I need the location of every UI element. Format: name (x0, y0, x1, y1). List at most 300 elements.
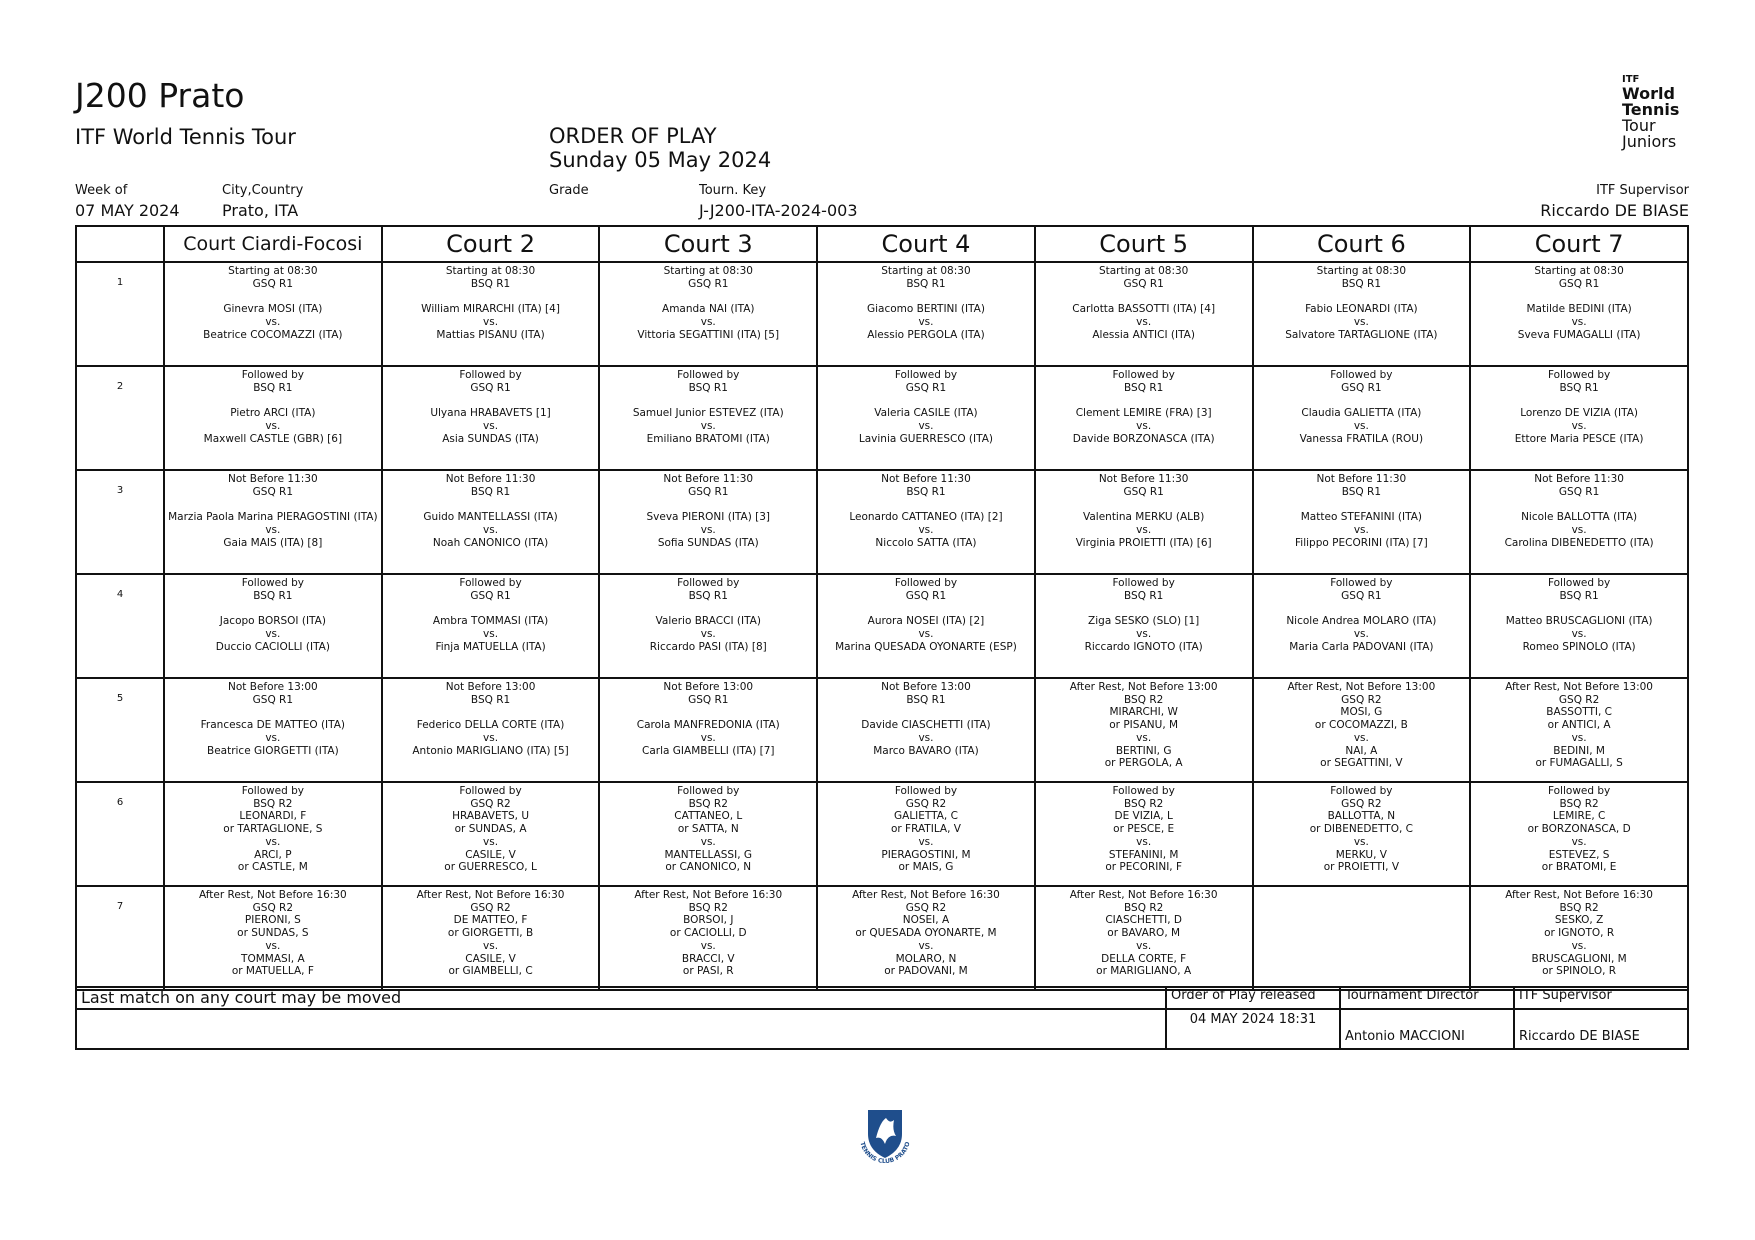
match-line: After Rest, Not Before 16:30 (198, 889, 347, 901)
match-line: or SEGATTINI, V (1320, 757, 1403, 770)
match-line: Antonio MARIGLIANO (ITA) [5] (412, 744, 569, 757)
match-line: BSQ R2 (1124, 901, 1164, 914)
logo-line3: Tour (1622, 116, 1656, 135)
match-cell (1035, 470, 1253, 574)
match-line: LEMIRE, C (1552, 810, 1606, 823)
match-line: or DIBENEDETTO, C (1309, 823, 1413, 836)
footer-note-space (76, 1009, 1166, 1049)
match-line (600, 290, 816, 303)
match-line: GSQ R1 (905, 381, 947, 394)
match-line: Romeo SPINOLO (ITA) (1522, 640, 1636, 653)
match-line: Followed by (1547, 577, 1611, 589)
match-line: Alessio PERGOLA (ITA) (867, 328, 985, 341)
released-value: 04 MAY 2024 18:31 (1166, 1009, 1340, 1049)
match-line (165, 394, 381, 407)
match-line: Maxwell CASTLE (GBR) [6] (203, 432, 343, 445)
match-line (1254, 394, 1470, 407)
match-line: or IGNOTO, R (1544, 927, 1615, 940)
match-line: or PERGOLA, A (1104, 757, 1183, 770)
match-line: BSQ R1 (1124, 589, 1164, 602)
row-number: 6 (76, 782, 164, 886)
match-line: vs. (265, 731, 281, 744)
match-cell (599, 782, 817, 886)
match-cell (817, 262, 1035, 366)
match-cell (1253, 886, 1471, 990)
match-row (76, 366, 1688, 470)
itf-world-tennis-tour-juniors-logo (1622, 74, 1694, 150)
match-line: BSQ R1 (906, 485, 946, 498)
match-line: Duccio CACIOLLI (ITA) (215, 640, 330, 653)
match-line: vs. (1353, 731, 1369, 744)
match-line: After Rest, Not Before 13:00 (1287, 681, 1436, 693)
city-value: Prato, ITA (222, 201, 299, 220)
match-cell (817, 886, 1035, 990)
match-line: or ANTICI, A (1547, 719, 1611, 732)
week-value: 07 MAY 2024 (75, 201, 180, 220)
match-line: vs. (483, 523, 499, 536)
match-line: BSQ R1 (470, 277, 511, 290)
match-cell (599, 574, 817, 678)
match-cell (1470, 678, 1688, 782)
match-line (1471, 498, 1687, 511)
match-line: ARCI, P (254, 848, 292, 861)
club-emblem-icon (850, 1100, 920, 1170)
match-line: HRABAVETS, U (452, 810, 530, 823)
match-line: BSQ R1 (1559, 381, 1599, 394)
match-line: Followed by (1330, 577, 1393, 589)
match-line: or SPINOLO, R (1542, 965, 1617, 978)
match-line: Sveva FUMAGALLI (ITA) (1517, 328, 1641, 341)
match-line: vs. (1136, 627, 1152, 640)
match-line: TOMMASI, A (241, 952, 305, 965)
match-line (818, 394, 1034, 407)
match-line: Starting at 08:30 (663, 265, 753, 277)
match-line: GSQ R2 (1341, 797, 1382, 810)
logo-line4: Juniors (1622, 132, 1677, 151)
match-line: or MARIGLIANO, A (1096, 965, 1192, 978)
match-row (76, 678, 1688, 782)
match-line: BRUSCAGLIONI, M (1531, 952, 1627, 965)
match-line: Followed by (677, 369, 740, 381)
match-cell (599, 886, 817, 990)
match-line: Not Before 11:30 (228, 473, 318, 485)
match-cell (382, 678, 600, 782)
match-line: or GUERRESCO, L (444, 861, 537, 874)
match-line: Followed by (677, 785, 740, 797)
match-line: vs. (483, 835, 499, 848)
match-line: Followed by (459, 577, 522, 589)
match-line: BSQ R1 (253, 381, 293, 394)
match-line: or SATTA, N (677, 823, 739, 836)
match-line: vs. (1136, 835, 1152, 848)
match-line: ESTEVEZ, S (1548, 848, 1610, 861)
match-line: BEDINI, M (1553, 744, 1605, 757)
match-line: GSQ R1 (1123, 277, 1164, 290)
match-line: or COCOMAZZI, B (1314, 719, 1408, 732)
match-line: Followed by (241, 577, 304, 589)
match-line: Vanessa FRATILA (ROU) (1299, 432, 1424, 445)
match-line: Clement LEMIRE (FRA) [3] (1075, 407, 1212, 420)
footer-table (75, 986, 1689, 1050)
match-line: Followed by (677, 577, 740, 589)
match-line: BSQ R1 (688, 381, 728, 394)
match-line: or CASTLE, M (237, 861, 308, 874)
match-line: GALIETTA, C (894, 810, 958, 823)
match-line: Amanda NAI (ITA) (662, 303, 755, 316)
tournament-title: J200 Prato (75, 76, 245, 115)
match-line: Maria Carla PADOVANI (ITA) (1289, 640, 1434, 653)
match-line: GSQ R1 (252, 693, 294, 706)
match-line: CIASCHETTI, D (1105, 914, 1182, 927)
match-line: vs. (918, 523, 934, 536)
match-line: Francesca DE MATTEO (ITA) (200, 719, 346, 732)
match-line: GSQ R2 (1558, 693, 1600, 706)
match-line: Lorenzo DE VIZIA (ITA) (1520, 407, 1638, 420)
match-line: GSQ R2 (905, 901, 947, 914)
match-line: or PASI, R (682, 965, 734, 978)
court-header-row (76, 226, 1688, 262)
match-line: PIERONI, S (244, 914, 301, 927)
match-line: Followed by (1547, 369, 1611, 381)
match-line: BSQ R2 (1559, 797, 1599, 810)
match-line: vs. (1136, 939, 1152, 952)
match-line: Followed by (894, 369, 958, 381)
match-line: BERTINI, G (1115, 744, 1172, 757)
match-line: Followed by (1112, 369, 1175, 381)
order-of-play-table (75, 225, 1689, 991)
match-line (600, 602, 816, 615)
match-line: BSQ R1 (253, 589, 293, 602)
match-line: vs. (700, 731, 716, 744)
match-line: After Rest, Not Before 13:00 (1069, 681, 1218, 693)
match-cell (382, 262, 600, 366)
match-line: GSQ R2 (470, 797, 511, 810)
match-cell (817, 366, 1035, 470)
match-line: vs. (700, 939, 716, 952)
match-line: GSQ R1 (905, 589, 947, 602)
match-line: Carolina DIBENEDETTO (ITA) (1504, 536, 1654, 549)
match-line: Followed by (1547, 785, 1611, 797)
match-line: Marzia Paola Marina PIERAGOSTINI (ITA) (168, 511, 378, 524)
match-line: GSQ R1 (252, 277, 294, 290)
match-line: vs. (918, 939, 934, 952)
match-cell (817, 678, 1035, 782)
match-line: Valerio BRACCI (ITA) (655, 615, 761, 628)
row-number: 3 (76, 470, 164, 574)
court-header-3: Court 3 (599, 226, 817, 262)
released-label: Order of Play released (1166, 987, 1340, 1009)
match-line: BORSOI, J (683, 914, 734, 927)
match-line: Mattias PISANU (ITA) (436, 328, 545, 341)
match-line: GSQ R1 (1123, 485, 1164, 498)
match-line: GSQ R2 (1341, 693, 1382, 706)
match-line: or PADOVANI, M (884, 965, 968, 978)
match-line (600, 498, 816, 511)
match-line: or FRATILA, V (890, 823, 961, 836)
footer-note: Last match on any court may be moved (76, 987, 1166, 1009)
match-line: or SUNDAS, A (454, 823, 527, 836)
match-line: Riccardo IGNOTO (ITA) (1084, 640, 1203, 653)
match-cell (1035, 574, 1253, 678)
match-line: vs. (1571, 315, 1587, 328)
match-line (1036, 602, 1252, 615)
match-line: vs. (483, 419, 499, 432)
club-logo-text: TENNIS CLUB PRATO (858, 1141, 912, 1166)
match-line: Not Before 13:00 (228, 681, 318, 693)
match-line: Riccardo PASI (ITA) [8] (649, 640, 767, 653)
footer-supervisor-value: Riccardo DE BIASE (1514, 1009, 1688, 1049)
match-line (165, 602, 381, 615)
match-line: vs. (1353, 419, 1369, 432)
match-line: Followed by (1112, 785, 1175, 797)
match-line: BSQ R1 (470, 485, 511, 498)
match-cell (382, 470, 600, 574)
match-line: GSQ R1 (1341, 589, 1382, 602)
match-line: BSQ R1 (1341, 277, 1381, 290)
match-line: vs. (1571, 835, 1587, 848)
match-cell (164, 886, 382, 990)
match-line: or GIAMBELLI, C (448, 965, 533, 978)
match-line: Marco BAVARO (ITA) (873, 744, 979, 757)
match-line: vs. (483, 939, 499, 952)
match-line: Nicole Andrea MOLARO (ITA) (1286, 615, 1437, 628)
match-line (1254, 290, 1470, 303)
corner-cell (76, 226, 164, 262)
match-line: vs. (700, 419, 716, 432)
director-value: Antonio MACCIONI (1340, 1009, 1514, 1049)
match-line: SESKO, Z (1554, 914, 1604, 927)
logo-itf: ITF (1622, 74, 1640, 85)
match-line: vs. (1136, 731, 1152, 744)
match-line (1471, 394, 1687, 407)
match-line: CATTANEO, L (674, 810, 743, 823)
match-line: Not Before 13:00 (445, 681, 536, 693)
row-number: 7 (76, 886, 164, 990)
match-line: CASILE, V (465, 848, 516, 861)
match-line: Followed by (1330, 369, 1393, 381)
logo-line2: Tennis (1622, 100, 1680, 119)
match-line: Followed by (459, 369, 522, 381)
match-line: Claudia GALIETTA (ITA) (1301, 407, 1422, 420)
match-cell (164, 574, 382, 678)
match-cell (1470, 886, 1688, 990)
match-line: Leonardo CATTANEO (ITA) [2] (849, 511, 1003, 524)
row-number: 5 (76, 678, 164, 782)
match-line: Noah CANONICO (ITA) (432, 536, 549, 549)
match-line: or BAVARO, M (1107, 927, 1181, 940)
match-line: vs. (1353, 835, 1369, 848)
match-line: vs. (1136, 523, 1152, 536)
match-line: vs. (265, 939, 281, 952)
match-cell (1035, 366, 1253, 470)
match-line: Followed by (894, 785, 958, 797)
match-line: Matilde BEDINI (ITA) (1526, 303, 1632, 316)
match-line: After Rest, Not Before 13:00 (1505, 681, 1653, 693)
match-line: or MAIS, G (898, 861, 954, 874)
match-line: BSQ R1 (1559, 589, 1599, 602)
match-line: STEFANINI, M (1108, 848, 1179, 861)
match-line: Nicole BALLOTTA (ITA) (1521, 511, 1638, 524)
court-header-7: Court 7 (1470, 226, 1688, 262)
match-line: vs. (1136, 419, 1152, 432)
match-line (1471, 602, 1687, 615)
match-cell (1470, 782, 1688, 886)
match-line: DE VIZIA, L (1114, 810, 1173, 823)
match-line: GSQ R1 (470, 589, 511, 602)
match-line: Carola MANFREDONIA (ITA) (636, 719, 780, 732)
match-line: vs. (1136, 315, 1152, 328)
match-line (1036, 290, 1252, 303)
match-line: or PISANU, M (1109, 719, 1179, 732)
match-line: vs. (265, 523, 281, 536)
match-line: or CACIOLLI, D (669, 927, 747, 940)
match-line: BRACCI, V (681, 952, 735, 965)
match-line (165, 706, 381, 719)
match-line: Davide BORZONASCA (ITA) (1072, 432, 1215, 445)
match-line: or BRATOMI, E (1541, 861, 1617, 874)
row-number: 4 (76, 574, 164, 678)
match-line: Starting at 08:30 (445, 265, 536, 277)
court-header-1: Court Ciardi-Focosi (164, 226, 382, 262)
match-line: or SUNDAS, S (237, 927, 309, 940)
match-line: NAI, A (1345, 744, 1378, 757)
match-line: vs. (265, 419, 281, 432)
match-cell (1253, 678, 1471, 782)
match-line: Matteo STEFANINI (ITA) (1300, 511, 1422, 524)
match-cell (1470, 262, 1688, 366)
match-line: MOSI, G (1340, 706, 1383, 719)
match-line: vs. (483, 315, 499, 328)
match-line (818, 290, 1034, 303)
match-line: vs. (1571, 523, 1587, 536)
match-line: Followed by (1112, 577, 1175, 589)
match-line (383, 706, 599, 719)
court-header-4: Court 4 (817, 226, 1035, 262)
match-line: CASILE, V (465, 952, 516, 965)
match-line: Lavinia GUERRESCO (ITA) (858, 432, 994, 445)
match-line: Starting at 08:30 (1316, 265, 1407, 277)
match-line: vs. (700, 835, 716, 848)
match-cell (1035, 262, 1253, 366)
row-number: 2 (76, 366, 164, 470)
match-line: vs. (265, 627, 281, 640)
match-line: MANTELLASSI, G (664, 848, 753, 861)
match-line: Matteo BRUSCAGLIONI (ITA) (1505, 615, 1653, 628)
match-cell (382, 574, 600, 678)
match-line: vs. (1571, 731, 1587, 744)
match-line: Sveva PIERONI (ITA) [3] (646, 511, 771, 524)
match-cell (1035, 678, 1253, 782)
match-line: Valentina MERKU (ALB) (1082, 511, 1205, 524)
match-line (383, 498, 599, 511)
match-row (76, 782, 1688, 886)
match-line (1036, 394, 1252, 407)
play-date: Sunday 05 May 2024 (549, 148, 772, 172)
match-line: Asia SUNDAS (ITA) (442, 432, 539, 445)
match-line: or PESCE, E (1113, 823, 1175, 836)
match-line: vs. (918, 731, 934, 744)
match-line: or BORZONASCA, D (1527, 823, 1631, 836)
match-line: Ettore Maria PESCE (ITA) (1514, 432, 1644, 445)
match-line: Ulyana HRABAVETS [1] (430, 407, 551, 420)
match-line: Followed by (894, 577, 958, 589)
match-cell (164, 470, 382, 574)
match-line: Virginia PROIETTI (ITA) [6] (1075, 536, 1212, 549)
match-line: Alessia ANTICI (ITA) (1092, 328, 1195, 341)
match-line: GSQ R1 (688, 693, 729, 706)
match-line: Giacomo BERTINI (ITA) (867, 303, 985, 316)
match-line: vs. (1353, 627, 1369, 640)
match-cell (817, 574, 1035, 678)
match-cell (1253, 366, 1471, 470)
match-line: Followed by (241, 785, 304, 797)
match-line (818, 498, 1034, 511)
court-header-2: Court 2 (382, 226, 600, 262)
match-line: MIRARCHI, W (1109, 706, 1178, 719)
match-line: GSQ R2 (905, 797, 947, 810)
match-cell (599, 262, 817, 366)
order-of-play-label: ORDER OF PLAY (549, 124, 717, 148)
match-line: After Rest, Not Before 16:30 (1069, 889, 1218, 901)
match-cell (164, 782, 382, 886)
match-line (1471, 290, 1687, 303)
match-line (383, 602, 599, 615)
match-line: Ginevra MOSI (ITA) (223, 303, 323, 316)
match-line: Not Before 13:00 (663, 681, 754, 693)
match-line: Marina QUESADA OYONARTE (ESP) (835, 640, 1017, 653)
match-line: Followed by (241, 369, 304, 381)
match-row (76, 262, 1688, 366)
match-line: Emiliano BRATOMI (ITA) (646, 432, 770, 445)
match-line: Sofia SUNDAS (ITA) (657, 536, 759, 549)
match-line: Ambra TOMMASI (ITA) (432, 615, 549, 628)
match-line: Starting at 08:30 (881, 265, 971, 277)
tourn-key-label: Tourn. Key (699, 183, 767, 198)
court-header-5: Court 5 (1035, 226, 1253, 262)
match-line: Aurora NOSEI (ITA) [2] (867, 615, 985, 628)
match-line: vs. (700, 627, 716, 640)
match-line: Followed by (459, 785, 522, 797)
supervisor-label: ITF Supervisor (1596, 183, 1689, 198)
match-line: vs. (1571, 419, 1587, 432)
match-line: Beatrice GIORGETTI (ITA) (206, 744, 339, 757)
match-line: Beatrice COCOMAZZI (ITA) (203, 328, 343, 341)
match-line: BSQ R1 (906, 277, 946, 290)
match-line: BSQ R2 (688, 797, 728, 810)
match-line: After Rest, Not Before 16:30 (1505, 889, 1653, 901)
tennis-club-prato-logo (850, 1100, 920, 1170)
court-header-6: Court 6 (1253, 226, 1471, 262)
match-cell (599, 470, 817, 574)
match-cell (164, 678, 382, 782)
match-cell (382, 782, 600, 886)
director-label: Tournament Director (1340, 987, 1514, 1009)
match-line: Guido MANTELLASSI (ITA) (423, 511, 558, 524)
match-line (383, 290, 599, 303)
match-line (1254, 602, 1470, 615)
match-line: MOLARO, N (895, 952, 957, 965)
match-cell (1253, 782, 1471, 886)
match-line: After Rest, Not Before 16:30 (852, 889, 1000, 901)
logo-line1: World (1622, 84, 1675, 103)
match-cell (1035, 782, 1253, 886)
match-line: vs. (918, 419, 934, 432)
match-line: GSQ R1 (1341, 381, 1382, 394)
match-line: BSQ R1 (470, 693, 511, 706)
match-cell (164, 366, 382, 470)
match-line: vs. (1571, 939, 1587, 952)
match-line: BSQ R2 (1124, 693, 1164, 706)
